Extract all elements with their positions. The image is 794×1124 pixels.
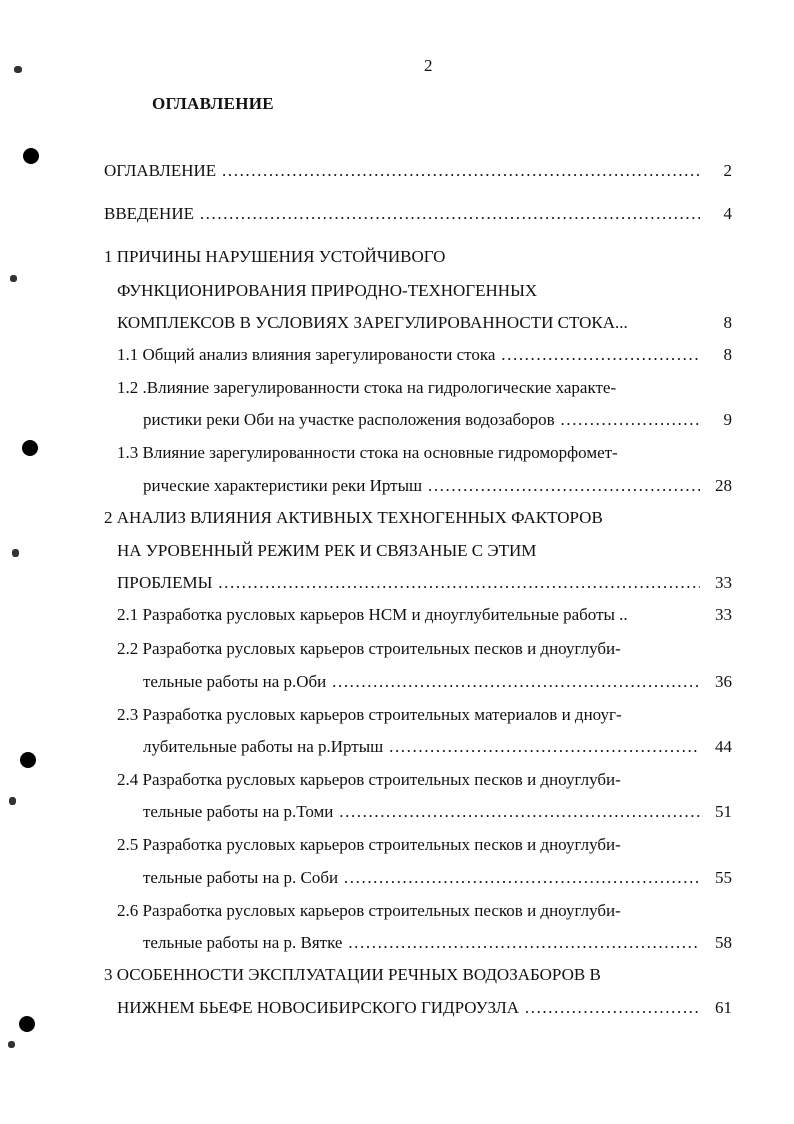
toc-page-number: 55 (715, 868, 732, 887)
binder-hole-1 (23, 148, 39, 164)
scan-mark-5 (8, 1041, 15, 1048)
toc-page-number: 51 (715, 802, 732, 821)
toc-entry-text: НА УРОВЕННЫЙ РЕЖИМ РЕК И СВЯЗАНЫЕ С ЭТИМ (117, 541, 537, 560)
toc-entry-text: 2.2 Разработка русловых карьеров строительных песков и дноуглуби- (117, 639, 621, 658)
toc-entry-text: ВВЕДЕНИЕ ..... (104, 203, 700, 225)
toc-page-number: 33 (715, 605, 732, 624)
toc-entry-text: 1.3 Влияние зарегулированности стока на основные гидроморфомет- (117, 443, 618, 462)
toc-entry-text: ФУНКЦИОНИРОВАНИЯ ПРИРОДНО-ТЕХНОГЕННЫХ (117, 281, 538, 300)
toc-entry-text: 1.2 .Влияние зарегулированности стока на гидрологические характе- (117, 378, 617, 397)
page-title: ОГЛАВЛЕНИЕ (152, 94, 274, 113)
scan-mark-2 (10, 275, 17, 282)
toc-page-number: 61 (715, 998, 732, 1017)
scan-mark-1 (14, 66, 22, 73)
toc-entry-text: 2.1 Разработка русловых карьеров НСМ и дноуглубительные работы .. (117, 605, 628, 624)
toc-page-number: 28 (715, 476, 732, 495)
toc-entry-text: 2.6 Разработка русловых карьеров строительных песков и дноуглуби- (117, 901, 621, 920)
toc-entry-text: 2 АНАЛИЗ ВЛИЯНИЯ АКТИВНЫХ ТЕХНОГЕННЫХ ФАКТОРОВ (104, 508, 603, 527)
toc-page-number: 9 (723, 410, 732, 429)
toc-entry-text: 1.1 Общий анализ влияния зарегулированости стока ..... (117, 344, 700, 366)
toc-page-number: 36 (715, 672, 732, 691)
toc-page-number: 8 (723, 345, 732, 364)
toc-page-number: 8 (723, 313, 732, 332)
toc-entry-text: тельные работы на р. Соби ..... (143, 867, 700, 889)
toc-page-number: 44 (715, 737, 732, 756)
toc-entry-text: тельные работы на р.Оби ..... (143, 671, 700, 693)
toc-entry-text: 2.5 Разработка русловых карьеров строительных песков и дноуглуби- (117, 835, 621, 854)
toc-page-number: 2 (723, 161, 732, 180)
toc-entry-text: НИЖНЕМ БЬЕФЕ НОВОСИБИРСКОГО ГИДРОУЗЛА ..... (117, 997, 700, 1019)
toc-entry-text: лубительные работы на р.Иртыш ..... (143, 736, 700, 758)
toc-entry-text: КОМПЛЕКСОВ В УСЛОВИЯХ ЗАРЕГУЛИРОВАННОСТИ СТОКА... (117, 313, 628, 332)
toc-entry-text: тельные работы на р.Томи ..... (143, 801, 700, 823)
toc-page-number: 33 (715, 573, 732, 592)
toc-entry-text: 2.4 Разработка русловых карьеров строительных песков и дноуглуби- (117, 770, 621, 789)
scan-mark-3 (12, 549, 19, 557)
toc-entry-text: тельные работы на р. Вятке ..... (143, 932, 700, 954)
toc-entry-text: 1 ПРИЧИНЫ НАРУШЕНИЯ УСТОЙЧИВОГО (104, 247, 446, 266)
toc-entry-text: 2.3 Разработка русловых карьеров строительных материалов и дноуг- (117, 705, 622, 724)
toc-entry-text: рические характеристики реки Иртыш ..... (143, 475, 700, 497)
toc-page-number: 4 (723, 204, 732, 223)
toc-entry-text: ристики реки Оби на участке расположения водозаборов ..... (143, 409, 700, 431)
toc-page-number: 58 (715, 933, 732, 952)
binder-hole-4 (19, 1016, 35, 1032)
binder-hole-3 (20, 752, 36, 768)
page-number: 2 (424, 56, 433, 75)
binder-hole-2 (22, 440, 38, 456)
toc-entry-text: 3 ОСОБЕННОСТИ ЭКСПЛУАТАЦИИ РЕЧНЫХ ВОДОЗАБОРОВ В (104, 965, 601, 984)
scan-mark-4 (9, 797, 16, 805)
toc-entry-text: ОГЛАВЛЕНИЕ ..... (104, 160, 700, 182)
toc-entry-text: ПРОБЛЕМЫ ..... (117, 572, 700, 594)
